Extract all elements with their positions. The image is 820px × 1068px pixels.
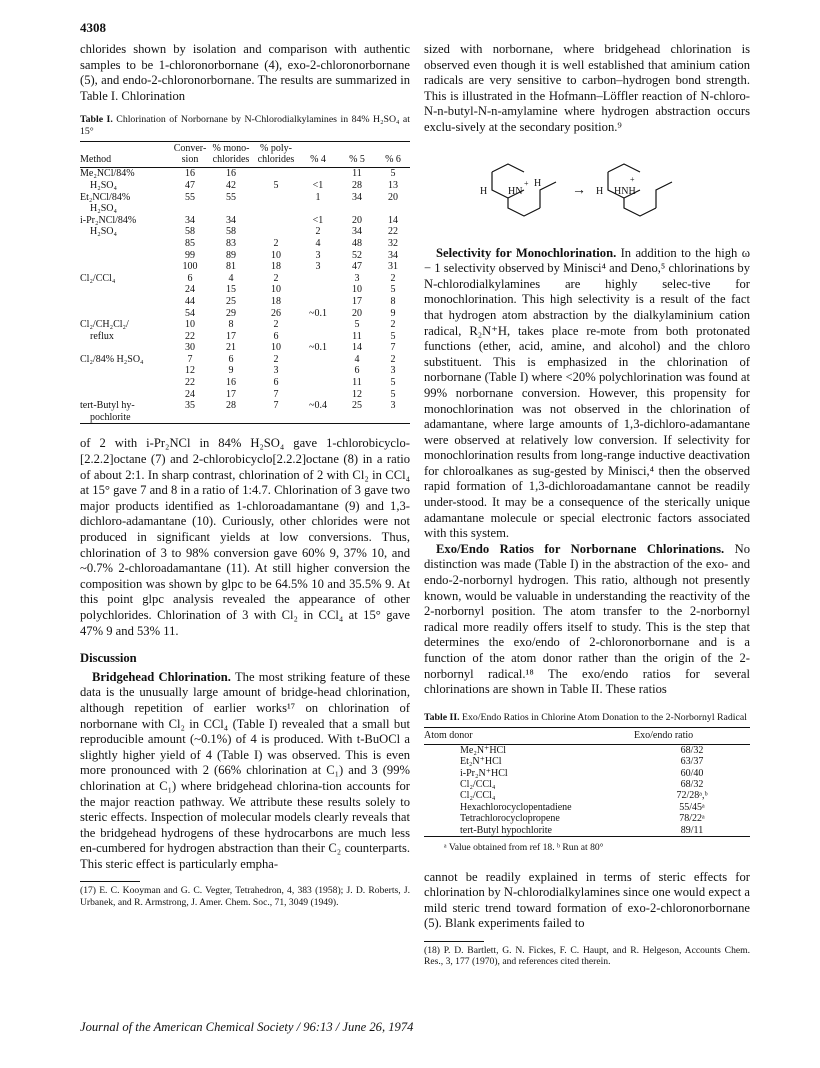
table2-header-row [424,728,750,744]
table1-cell [338,203,376,215]
table1-method-cell [80,238,172,250]
table1-cell: 5 [390,388,396,400]
table1-method-cell [80,377,172,389]
table2-ratio-cell: 63/37 [680,756,704,768]
table1-method-cell [80,389,172,401]
table1-cell: 10 [185,319,195,331]
table2-donor-cell: Cl₂/CCl₄ [460,790,496,802]
table1-cell: 17 [226,330,236,342]
table1-cell: 2 [390,319,396,331]
table1-method-cell: Et₂NCl/84% [80,191,131,203]
table1-cell: 4 [354,353,360,365]
table1-row [80,168,410,180]
table1-row [80,377,410,389]
table1-cell: 2 [273,353,279,365]
table1-cell: 22 [388,226,398,238]
table1-cell [254,203,298,215]
table1-row [80,412,410,424]
table1-cell: 25 [352,400,362,412]
table1-cell: 6 [228,353,234,365]
table2-ratio-cell: 89/11 [680,824,704,836]
table1-cell: 14 [352,342,362,354]
table1-cell: 2 [390,272,396,284]
table1-method-cell [80,342,172,354]
table1-cell: 83 [226,237,236,249]
table1-cell: 1 [315,191,321,203]
table1-cell: 18 [271,295,281,307]
selectivity-runin: Selectivity for Monochlorination. [436,245,617,260]
journal-footer: Journal of the American Chemical Society / 96:13 / June 26, 1974 [80,1020,414,1034]
table1-header: % 5 [338,142,376,168]
table1-cell [298,284,338,296]
table1-cell: 32 [388,237,398,249]
table1-method-cell [80,308,172,320]
table1-cell: 7 [390,342,396,354]
table1-row [80,250,410,262]
table1-cell: 9 [390,307,396,319]
left-paragraph-2: of 2 with i-Pr₂NCl in 84% H₂SO₄ gave 1-chlorobicyclo-[2.2.2]octane (7) and 2-chlorobicyclo[2.2.2]octane (8) in a ratio of about 2:1. In sharp contrast, chlorination of 2 with Cl₂ in CCl₄ at 15° gave 7 and 8 in a ratio of 1:4.7. Chlorination of 3 gave two major products identified as 1-chloroadamantane (9) and 1,3-dichloro-adamantane (10). Curiously, other chlorides were not produced in significant yields at low conversions. Thus, chlorination of 3 to 98% conversion gave 60% 9, 37% 10, and ~0.7% 2-chloroadamantane (11). At still higher conversion the composition was shown by glpc to be 64.5% 10 and 35.5% 9. At this point glpc analysis revealed the appearance of other polychlorides. Chlorination of 3 with Cl₂ in CCl₄ at 15° gave 47% 9 and 53% 11. [80,436,410,638]
table1-row [80,238,410,250]
table1-cell: 3 [354,272,360,284]
table1-cell: 2 [315,226,321,238]
table1-row [80,365,410,377]
table1-cell [298,389,338,401]
table1-cell: 3 [390,400,396,412]
table1-cell: 100 [182,261,198,273]
scheme-label: HN [508,185,523,197]
bridgehead-text: The most striking feature of these data is the unusually large amount of bridge-head chlorination, although repetition of earlier works¹⁷ on chlorination of norbornane with Cl₂ in CCl₄ (Table I) revealed that a small but reproducible amount (~0.1%) of 4 is produced. With t-BuOCl a slightly higher yield of 4 (Table I) was observed. This is even more pronounced with 2 (66% chlorination at C₁) and 3 (99% chlorination at C₁) where bridgehead chlorina-tion accounts for the major reaction pathway. We attribute these results solely to steric effects. Inspection of molecular models clearly reveals that the bridgehead hydrogens of these hydrocarbons are much less en-cumbered for hydrogen abstraction than their C₂ counterparts. This steric effect is particularly empha- [80,669,410,871]
table1-cell [254,168,298,180]
table1-cell [298,354,338,366]
table1-cell [254,192,298,204]
table1-cell: 28 [352,179,362,191]
table1-row [80,354,410,366]
table1-cell: 10 [271,249,281,261]
table1-method-cell: reflux [90,330,114,342]
table1-cell [298,365,338,377]
left-column [80,42,410,908]
table2-ratio-cell: 68/32 [680,744,704,756]
table1-cell: 6 [187,272,193,284]
table1-header: % poly- chlorides [254,142,298,168]
table1-row [80,192,410,204]
table1-cell [376,203,410,215]
table2-donor-cell: Hexachlorocyclopentadiene [460,801,572,813]
table1-method-cell: H₂SO₄ [90,179,117,191]
table1-cell: 7 [273,400,279,412]
table1-cell: 4 [228,272,234,284]
table1-cell: 18 [271,261,281,273]
table1-method-cell: H₂SO₄ [90,203,117,215]
table2-ratio-cell: 60/40 [680,767,704,779]
selectivity-paragraph [424,246,750,542]
table1-cell: 17 [226,388,236,400]
table1-cell [254,215,298,227]
table2-donor-cell: Cl₂/CCl₄ [460,778,496,790]
table1-cell: 52 [352,249,362,261]
table1-row [80,400,410,412]
table2-row [424,813,750,824]
bridgehead-paragraph [80,670,410,873]
table1-cell: 28 [226,400,236,412]
scheme-label: + [630,174,635,184]
table1-cell [298,319,338,331]
table2-donor-cell: Tetrachlorocyclopropene [460,813,560,825]
table1-cell: 5 [354,319,360,331]
table1-cell: 14 [388,214,398,226]
right-ring-bond [608,164,640,172]
table1-header: Method [80,142,172,168]
table1-header-row [80,142,410,168]
table2-note: ᵃ Value obtained from ref 18. ᵇ Run at 80° [444,841,604,853]
right-column [424,42,750,968]
scheme-label: HNH [614,185,636,197]
table1-cell: 12 [352,388,362,400]
table1-row [80,331,410,343]
right-chain-bond [624,198,656,216]
table1-cell [298,273,338,285]
table1-method-cell: Cl₂/CH₂Cl₂/ [80,319,129,331]
table1-method-cell [80,261,172,273]
table1-method-cell: Cl₂/CCl₄ [80,272,116,284]
table1-cell: 8 [228,319,234,331]
table1-row [80,273,410,285]
table1 [80,141,410,424]
footnote-rule [424,941,484,942]
table1-cell: 6 [354,365,360,377]
table1-cell: 34 [185,214,195,226]
table1-cell [172,412,208,424]
table1-row [80,180,410,192]
table1-cell: ~0.1 [309,307,327,319]
table1-cell: 26 [271,307,281,319]
table1-cell: 24 [185,284,195,296]
hofmann-loffler-scheme [472,150,702,236]
table1-cell: 31 [388,261,398,273]
reaction-arrow: → [572,182,586,198]
table2-body [424,744,750,836]
table2-label: Table II. [424,711,460,723]
table1-cell: 58 [185,226,195,238]
table1-caption [80,114,410,137]
table1-cell: 3 [315,249,321,261]
table1-cell: 8 [390,295,396,307]
table1-cell: 20 [388,191,398,203]
left-chain-bond [508,198,540,216]
table1-cell: 3 [390,365,396,377]
table1-cell: 10 [352,284,362,296]
table1-cell: 47 [352,261,362,273]
table2-row [424,790,750,801]
table1-cell: 5 [390,168,396,180]
left-paragraph-1: chlorides shown by isolation and comparison with authentic samples to be 1-chloronorbornane (4), exo-2-chloronorbornane (5), and endo-2-chloronorbornane. The results are summarized in Table I. Chlorination [80,42,410,103]
table1-method-cell: Me₂NCl/84% [80,168,135,180]
table1-cell: 2 [273,237,279,249]
table1-cell: 47 [185,179,195,191]
table1-row [80,261,410,273]
table2-caption-text: Exo/Endo Ratios in Chlorine Atom Donation to the 2-Norbornyl Radical [462,711,747,723]
table1-cell: 11 [352,377,362,389]
table1-cell: 16 [226,377,236,389]
table1-cell: 7 [273,388,279,400]
table1-cell: 21 [226,342,236,354]
table1-cell: 34 [388,249,398,261]
table2-row [424,744,750,756]
footnote-rule [80,881,140,882]
table2-ratio-cell: 55/45ᵃ [679,801,705,813]
table1-row [80,389,410,401]
table1-cell: 24 [185,388,195,400]
table1-row [80,284,410,296]
table1-header: % 4 [298,142,338,168]
table2-row [424,802,750,813]
exoendo-text: No distinction was made (Table I) in the abstraction of the exo- and endo-2-norbornyl hydrogen. This ratio, although not presently known, would be valuable in understanding the reactivity of the 2-norbornyl position. The atom transfer to the 2-norbornyl radical more readily offers itself to study. This is the step that determines the exo/endo of 2-chloronorbornane and is a function of the atom donor rather than the origin of the 2-norbornyl radical.¹⁸ The exo/endo ratios for several chlorinations are shown in Table II. These ratios [424,541,750,697]
table1-cell: 25 [226,295,236,307]
table2-header: Atom donor [424,728,634,744]
table1-cell: 34 [352,226,362,238]
table1-cell: 10 [271,284,281,296]
table2-ratio-cell: 72/28ᵃ,ᵇ [676,790,708,802]
table1-cell: 5 [273,179,279,191]
table1-cell [208,412,254,424]
footnote-18: (18) P. D. Bartlett, G. N. Fickes, F. C. Haupt, and R. Helgeson, Accounts Chem. Res., 3, 177 (1970), and references cited therein. [424,944,750,968]
table1-cell: 81 [226,261,236,273]
table1-cell: 20 [352,307,362,319]
scheme-label: H [596,185,604,197]
table1-cell [298,168,338,180]
table2-caption [424,712,750,724]
table2-donor-cell: i-Pr₂N⁺HCl [460,767,508,779]
table1-cell: 54 [185,307,195,319]
table1-cell: 30 [185,342,195,354]
table1-cell: 12 [185,365,195,377]
page-number: 4308 [80,20,106,35]
table1-cell: 6 [273,330,279,342]
table2-row [424,825,750,837]
table1-cell: 13 [388,179,398,191]
exoendo-paragraph [424,542,750,698]
table1-cell: 11 [352,168,362,180]
footnote-17: (17) E. C. Kooyman and G. C. Vegter, Tetrahedron, 4, 383 (1958); J. D. Roberts, J. Urbanek, and R. Armstrong, J. Amer. Chem. Soc., 71, 3049 (1949). [80,885,410,908]
table1-method-cell [80,284,172,296]
table1-method-cell [80,365,172,377]
table1-cell: 42 [226,179,236,191]
table2-donor-cell: Et₂N⁺HCl [460,756,502,768]
scheme-label: + [524,178,529,188]
table1-cell: 99 [185,249,195,261]
table1-row [80,342,410,354]
table1-cell: 55 [185,191,195,203]
table1-method-cell: Cl₂/84% H₂SO₄ [80,353,144,365]
table1-cell: 3 [273,365,279,377]
table1-cell: 15 [226,284,236,296]
table1-cell: 9 [228,365,234,377]
table1-method-cell: tert-Butyl hy- [80,400,135,412]
table1-row [80,319,410,331]
table1-cell [172,203,208,215]
table2-ratio-cell: 78/22ᵃ [679,813,705,825]
table1-caption-text: Chlorination of Norbornane by N-Chlorodialkylamines in 84% H₂SO₄ at 15° [80,114,410,137]
table1-cell: 5 [390,377,396,389]
discussion-heading: Discussion [80,651,137,666]
table1-cell: 16 [226,168,236,180]
table1-cell: 22 [185,377,195,389]
table1-header: % 6 [376,142,410,168]
table1-cell [208,203,254,215]
table1-cell [298,331,338,343]
table1-cell: 35 [185,400,195,412]
table1-row [80,296,410,308]
table1-cell: 5 [390,284,396,296]
table1-cell: 3 [315,261,321,273]
table1-method-cell: H₂SO₄ [90,226,117,238]
left-ring-bond [492,164,524,172]
table1-cell: 4 [315,237,321,249]
table1-cell [298,296,338,308]
table1-row [80,226,410,238]
table1-cell: 44 [185,295,195,307]
table1-cell [298,203,338,215]
table1-label: Table I. [80,114,113,126]
table1-cell: ~0.4 [309,400,327,412]
table2-row [424,779,750,790]
exoendo-runin: Exo/Endo Ratios for Norbornane Chlorinations. [436,541,725,556]
table1-body [80,168,410,424]
table1-method-cell [80,296,172,308]
table2-row [424,756,750,767]
table2-row [424,768,750,779]
table1-method-cell: i-Pr₂NCl/84% [80,214,137,226]
scheme-label: H [480,185,488,197]
table1-cell: 58 [226,226,236,238]
table1-row [80,215,410,227]
table1-cell [338,412,376,424]
table2-ratio-cell: 68/32 [680,778,704,790]
table1-row [80,308,410,320]
table1-cell [254,412,298,424]
table1-cell: 16 [185,168,195,180]
table1-cell: <1 [312,214,324,226]
table1-cell: 34 [352,191,362,203]
table1-cell: 89 [226,249,236,261]
table2-header: Exo/endo ratio [634,728,750,744]
table1-cell: <1 [312,179,324,191]
table1-cell [298,412,338,424]
table1-cell: 6 [273,377,279,389]
table1-cell: 85 [185,237,195,249]
table2-donor-cell: tert-Butyl hypochlorite [460,824,552,836]
table1-cell: 34 [226,214,236,226]
table1-header: % mono- chlorides [208,142,254,168]
table1-method-cell [80,250,172,262]
table1-cell [254,226,298,238]
table1-cell: 17 [352,295,362,307]
right-paragraph-end: cannot be readily explained in terms of steric effects for chlorination by N-chlorodialkylamines since one would expect a mild steric trend toward formation of exo-2-chloronorbornane (5). Blank experiments failed to [424,869,750,931]
right-chain-bond [656,182,672,208]
bridgehead-runin: Bridgehead Chlorination. [92,669,231,684]
table1-cell: 22 [185,330,195,342]
left-chain-bond [540,182,556,208]
table1-cell: 11 [352,330,362,342]
table1-cell [298,377,338,389]
table1-cell: 48 [352,237,362,249]
table1-cell: 2 [273,319,279,331]
selectivity-text: In addition to the high ω − 1 selectivity observed by Minisci⁴ and Deno,⁵ chlorinations by N-chlorodialkylamines are highly selec-tive for monochlorination. This high selectivity is a result of the fact that hydrogen atom abstraction by the dialkylaminium cation radical, R₂N⁺H, takes place re-mote from both protonated functions (ether, acid, amine, and alcohol) and the chloro substituent. This is emphasized in the chlorination of norbornane (Table I) where <20% polychlorination was found at 99% norbornane conversion. However, this propensity for monochlorination was not observed in the chlorination of adamantane, where large amounts of 1,3-dichloro-adamantane were observed at relatively low conversion. If selectivity for monochlorination results from long-range inductive deactivation for chloroalkanes as sug-gested by Minisci,⁴ then the observed rapid formation of 1,3-dichloroadamantane cannot be readily under-stood. It may be a consequence of the sterically unique adamantane molecule or special electronic factors associated with this system. [424,245,750,541]
table1-cell: 5 [390,330,396,342]
table1-cell: 2 [390,353,396,365]
table1-cell: 2 [273,272,279,284]
table1-header: Conver- sion [172,142,208,168]
table1-cell: 7 [187,353,193,365]
right-paragraph-1: sized with norbornane, where bridgehead chlorination is observed even though it is well established that aminium cation radicals are very sensitive to carbon–hydrogen bond strength. This is illustrated in the Hofmann–Löffler reaction of N-chloro-N-n-butyl-N-n-amylamine where hydrogen abstraction occurs exclu-sively at the secondary position.⁹ [424,42,750,134]
table1-cell: 55 [226,191,236,203]
table1-row [80,203,410,215]
table1-cell: 29 [226,307,236,319]
table1-cell: 20 [352,214,362,226]
scheme-label: H [534,177,542,189]
table2 [424,727,750,837]
table1-method-cell: pochlorite [90,411,131,423]
table2-donor-cell: Me₂N⁺HCl [460,744,506,756]
table1-cell: ~0.1 [309,342,327,354]
table1-cell: 10 [271,342,281,354]
table1-cell [376,412,410,424]
